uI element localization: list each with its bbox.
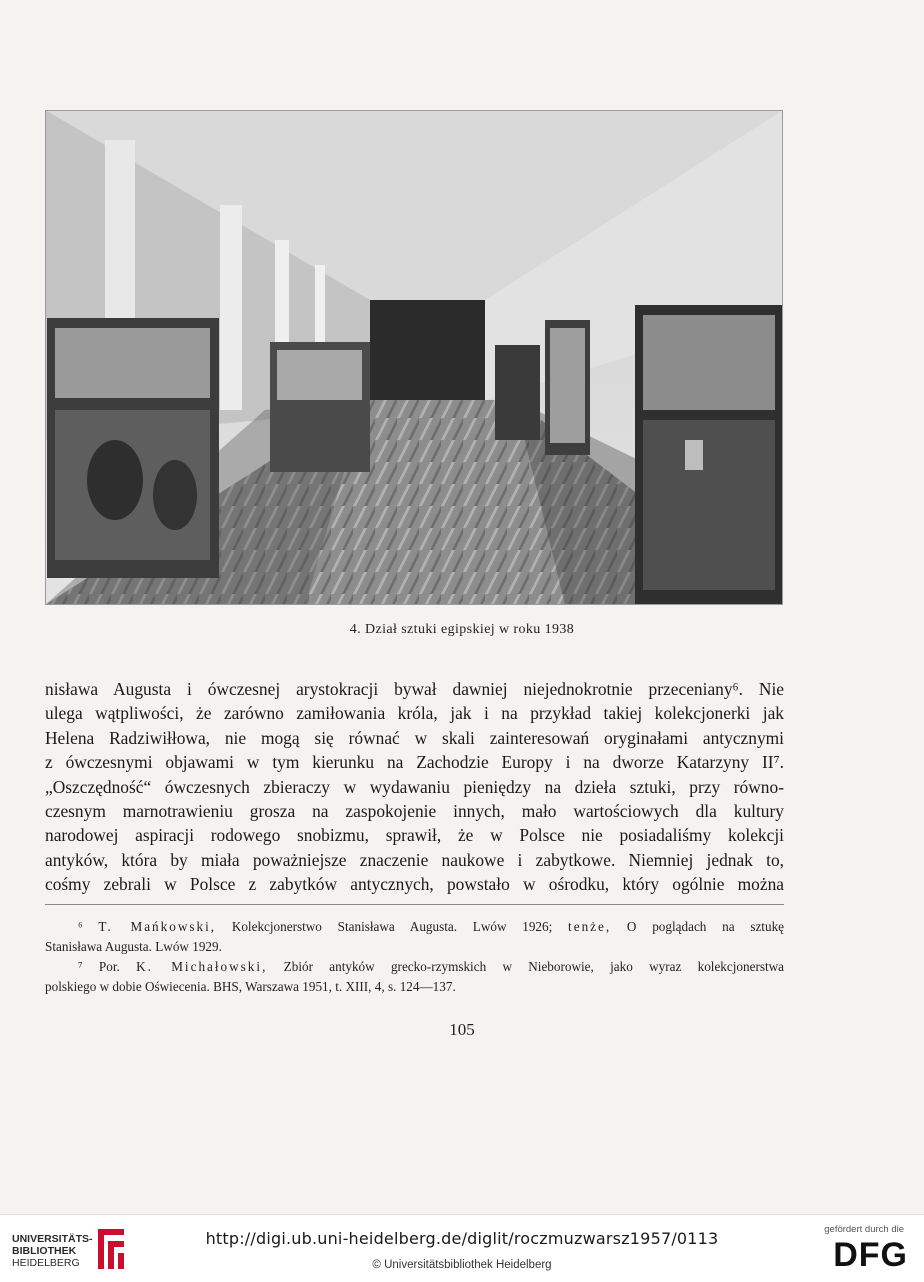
funded-by-label: gefördert durch die [824,1224,904,1235]
gallery-photo-illustration [45,110,783,605]
footnote-text: Kolekcjonerstwo Stanisława Augusta. Lwów 1926; [231,919,553,934]
footnote-6-line-2: Stanisława Augusta. Lwów 1929. [45,939,222,954]
body-line: cośmy zebrali w Polsce z zabytków antycznych, powstało w ośrodku, który ogólnie można [45,874,784,895]
body-line: ulega wątpliwości, że zarówno zamiłowania króla, jak i na przykład takiej kolekcjonerki jak [45,703,784,724]
body-line: narodowej aspiracji rodowego snobizmu, sprawił, że w Polsce nie posiadaliśmy kolekcji [45,825,784,846]
copyright-notice: © Universitätsbibliothek Heidelberg [372,1259,552,1271]
dfg-logo[interactable]: DFG [833,1236,908,1274]
footnote-marker: ⁶ [78,919,83,934]
footnote-7-line-2: polskiego w dobie Oświecenia. BHS, Warszawa 1951, t. XIII, 4, s. 124—137. [45,979,456,994]
footnote-pre: Por. [98,959,120,974]
footnotes [45,917,784,997]
library-line: BIBLIOTHEK [12,1245,77,1257]
footnote-6-line-1 [45,917,784,937]
photo-caption: 4. Dział sztuki egipskiej w roku 1938 [349,622,575,637]
body-line: Helena Radziwiłłowa, nie mogą się równać w skali zainteresowań oryginałami antycznymi [45,727,784,748]
footnote-7-line-1 [45,957,784,977]
body-line: nisława Augusta i ówczesnej arystokracji bywał dawniej niejednokrotnie przeceniany⁶. Nie [45,679,784,699]
body-paragraph [45,677,784,897]
body-line: antyków, która by miała poważniejsze znaczenie naukowe i zabytkowe. Niemniej jednak to, [45,849,784,870]
permalink-url[interactable]: http://digi.ub.uni-heidelberg.de/diglit/roczmuzwarsz1957/0113 [205,1229,719,1248]
library-line: HEIDELBERG [12,1257,80,1269]
footnote-text: Zbiór antyków grecko-rzymskich w Nieborowie, jako wyraz kolekcjonerstwa [283,959,784,974]
footnote-author: T. Mańkowski, [98,919,217,934]
body-line: czesnym marnotrawieniu grosza na zaspokojenie innych, mało wartościowych dla kultury [45,801,784,822]
page-number: 105 [449,1020,475,1039]
footnote-idem: tenże, [568,919,612,934]
viewer-footer [0,1214,924,1282]
body-line: z ówczesnymi objawami w tym kierunku na Zachodzie Europy i na dworze Katarzyny II⁷. [45,752,784,773]
body-line: „Oszczędność“ ówczesnych zbieraczy w wydawaniu pieniędzy na dzieła sztuki, przy równo- [45,776,784,797]
footnote-text: O poglądach na sztukę [626,919,784,934]
footnote-marker: ⁷ [78,959,83,974]
gallery-photograph [45,110,783,605]
library-line: UNIVERSITÄTS- [12,1233,93,1245]
footnote-separator [45,904,784,905]
footnote-author: K. Michałowski, [136,959,268,974]
